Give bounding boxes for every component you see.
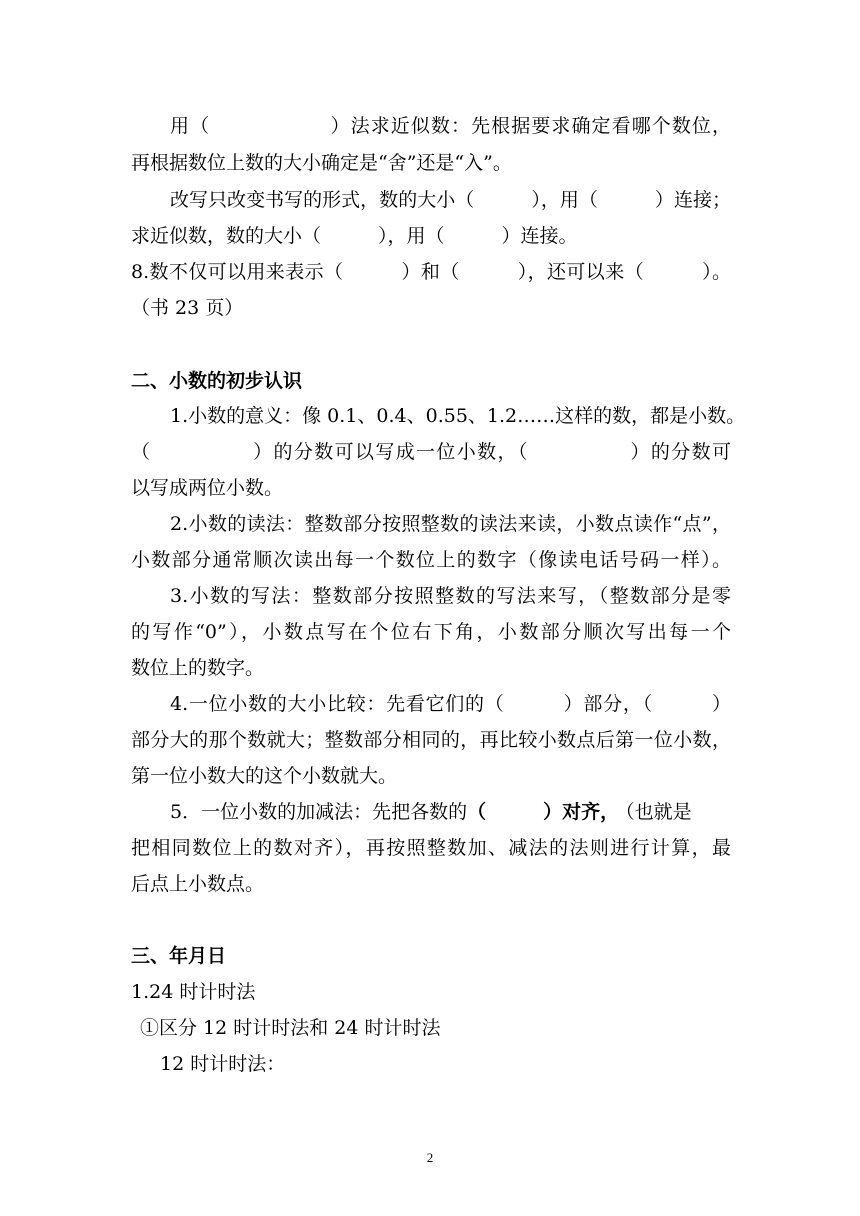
- text-line: 8.数不仅可以用来表示（ ）和（ ），还可以来（ ）。: [131, 261, 731, 283]
- text-line: 4.一位小数的大小比较：先看它们的（ ）部分，（ ）: [170, 693, 731, 715]
- text-line: 改写只改变书写的形式，数的大小（ ），用（ ）连接；: [170, 189, 731, 211]
- text-line: 把相同数位上的数对齐），再按照整数加、减法的法则进行计算，最: [131, 837, 731, 859]
- section-heading: 二、小数的初步认识: [131, 370, 303, 392]
- text-line: 再根据数位上数的大小确定是“舍”还是“入”。: [131, 152, 512, 174]
- text-line: （ ）的分数可以写成一位小数，（ ）的分数可: [131, 441, 731, 463]
- text-line: 后点上小数点。: [131, 873, 265, 895]
- text-line: 第一位小数大的这个小数就大。: [131, 765, 398, 787]
- text-segment: （也就是: [625, 801, 692, 823]
- text-line: 的写作“0”），小数点写在个位右下角，小数部分顺次写出每一个: [131, 621, 731, 643]
- text-line: 求近似数，数的大小（ ），用（ ）连接。: [131, 225, 578, 247]
- text-line: 3.小数的写法：整数部分按照整数的写法来写，（整数部分是零: [170, 585, 731, 607]
- text-line: 数位上的数字。: [131, 657, 265, 679]
- text-line: ①区分 12 时计时法和 24 时计时法: [140, 1017, 441, 1039]
- text-line: 1.小数的意义：像 0.1、0.4、0.55、1.2……这样的数，都是小数。: [170, 405, 746, 427]
- text-line: 1.24 时计时法: [131, 981, 256, 1003]
- page-number: 2: [426, 1150, 434, 1165]
- text-line: 2.小数的读法：整数部分按照整数的读法来读，小数点读作“点”，: [170, 513, 731, 535]
- text-line: 12 时计时法：: [160, 1053, 286, 1075]
- bold-segment: （ ）对齐，: [467, 801, 620, 823]
- text-line: 部分大的那个数就大；整数部分相同的，再比较小数点后第一位小数，: [131, 729, 731, 751]
- text-line: [170, 800, 731, 824]
- text-line: 用（ ）法求近似数：先根据要求确定看哪个数位，: [170, 115, 731, 137]
- text-line: 以写成两位小数。: [131, 477, 284, 499]
- text-segment: 5．一位小数的加减法：先把各数的: [170, 801, 468, 823]
- text-line: 小数部分通常顺次读出每一个数位上的数字（像读电话号码一样）。: [131, 549, 731, 571]
- text-line: （书 23 页）: [131, 297, 244, 319]
- section-heading: 三、年月日: [131, 945, 227, 967]
